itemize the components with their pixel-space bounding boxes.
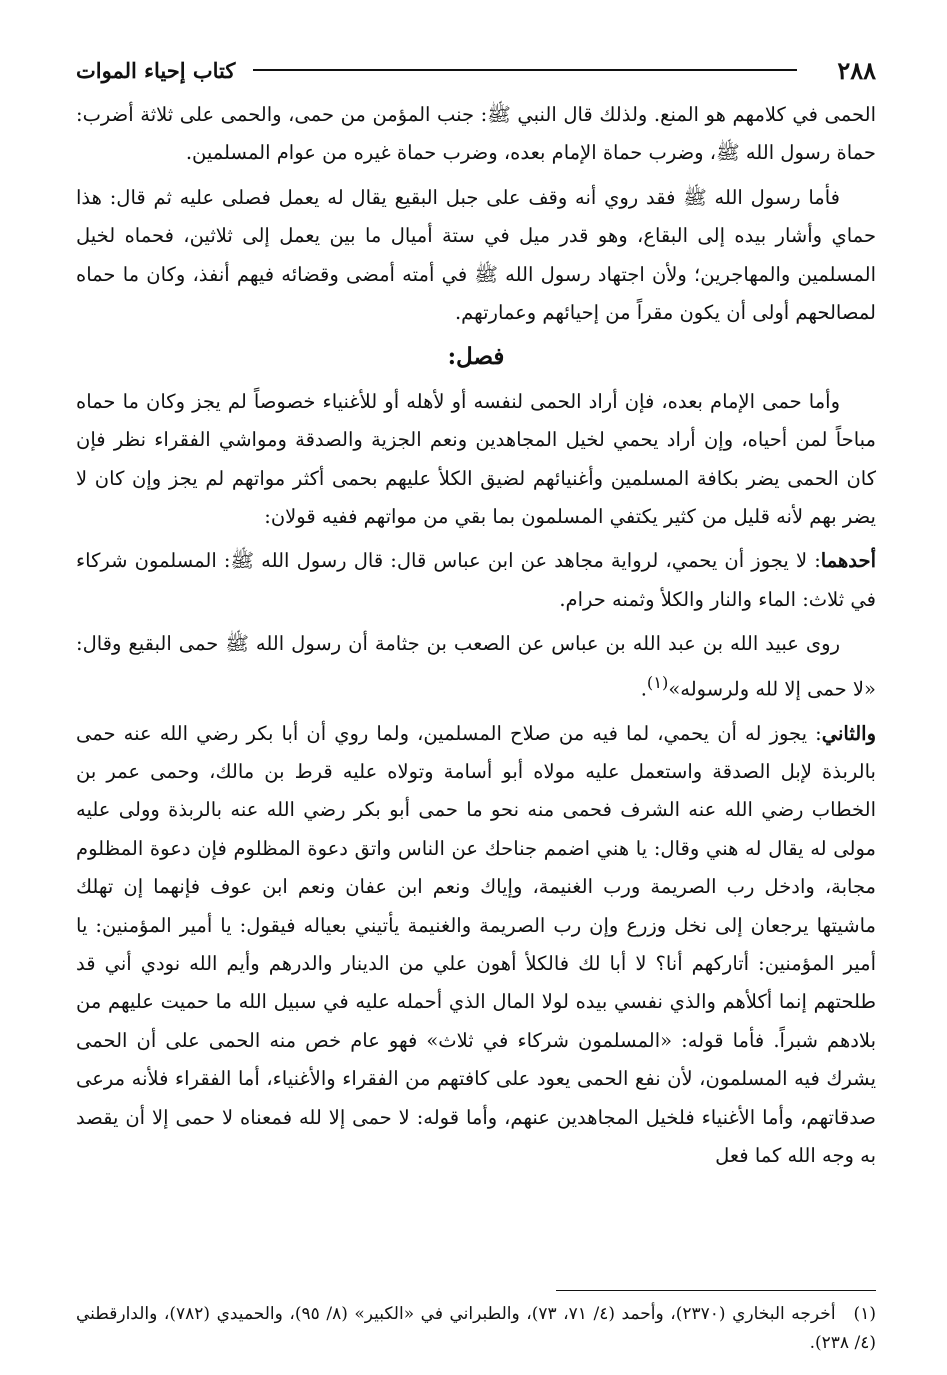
page-header [76, 50, 876, 90]
paragraph-4 [76, 542, 876, 619]
paragraph-4-lead: أحدهما [820, 549, 876, 573]
paragraph-2: فأما رسول الله ﷺ فقد روي أنه وقف على جبل البقيع يقال له يعمل فصلى عليه ثم قال: هذا حماي وأشار بيده إلى البقاع، وهو قدر ميل في ستة أميال ما بين يعمل إلى ثلاثين، فحماه لخيل المسلمين والمهاجرين؛ ولأن اجتهاد رسول الله ﷺ في أمته أمضى وقضائه فيهم أنفذ، وكان ما حماه لمصالحهم أولى أن يكون مقراً من إحيائهم وعمارتهم. [76, 185, 876, 325]
book-page [76, 40, 876, 1353]
section-heading: فصل: [447, 343, 505, 371]
header-rule [253, 69, 797, 71]
paragraph-5-end: . [640, 677, 647, 701]
paragraph-5-text: روى عبيد الله بن عبد الله بن عباس عن الصعب بن جثامة أن رسول الله ﷺ حمى البقيع وقال: «لا حمى إلا لله ولرسوله» [76, 632, 876, 701]
footnote-rule [556, 1290, 876, 1291]
footnote-1-text: أخرجه البخاري (٢٣٧٠)، وأحمد (٤/ ٧١، ٧٣)، والطبراني في «الكبير» (٨/ ٩٥)، والحميدي (٧٨٢)، والدارقطني (٤/ ٢٣٨). [76, 1304, 876, 1353]
paragraph-3: وأما حمى الإمام بعده، فإن أراد الحمى لنفسه أو لأهله أو للأغنياء خصوصاً لم يجز وكان ما حماه مباحاً لمن أحياه، وإن أراد يحمي لخيل المجاهدين ونعم الجزية والصدقة ومواشي الفقراء نظر فإن كان الحمى يضر بكافة المسلمين وأغنيائهم لضيق الكلأ عليهم بحمى أكثر مواتهم لم يجز وإن كان لا يضر بهم لأنه قليل من كثير يكتفي المسلمون بما بقي من مواتهم ففيه قولان: [76, 389, 876, 529]
page-number: ٢٨٨ [837, 55, 876, 85]
footnote-ref-1[interactable]: (١) [646, 672, 669, 692]
main-text [76, 96, 876, 1181]
paragraph-1: الحمى في كلامهم هو المنع. ولذلك قال النبي ﷺ: جنب المؤمن من حمى، والحمى على ثلاثة أضرب: حماة رسول الله ﷺ، وضرب حماة الإمام بعده، وضرب حماة غيره من عوام المسلمين. [76, 103, 876, 165]
running-title: كتاب إحياء الموات [76, 57, 236, 83]
footnote-1-number: (١) [853, 1304, 876, 1324]
paragraph-6 [76, 715, 876, 1176]
paragraph-6-text: : يجوز له أن يحمي، لما فيه من صلاح المسلمين، ولما روي أن أبا بكر رضي الله عنه حمى بالربذة لإبل الصدقة واستعمل عليه مولاه أبو أسامة وتولاه عليه قرط بن مالك، وحمى عمر بن الخطاب رضي الله عنه الشرف فحمى منه نحو ما حمى أبو بكر رضي الله عنه بالربذة وولى عليه مولى له يقال له هني وقال: يا هني اضمم جناحك عن الناس واتق دعوة المظلوم فإن دعوة المظلوم مجابة، وادخل رب الصريمة ورب الغنيمة، وإياك ونعم ابن عفان ونعم ابن عوف فإنهما إن تهلك ماشيتها يرجعان إلى نخل وزرع وإن رب الصريمة والغنيمة يأتيني بعياله فيقول: يا أمير المؤمنين: يا أمير المؤمنين: أتاركهم أنا؟ لا أبا لك فالكلأ أهون علي من الدينار والدرهم وأيم الله نودي أني قد طلحتهم إنما أكلأهم والذي نفسي بيده لولا المال الذي أحمله عليه في سبيل الله ما حميت عليهم من بلادهم شبراً. فأما قوله: «المسلمون شركاء في ثلاث» فهو عام خص منه الحمى على أن الحمى يشرك فيه المسلمون، لأن نفع الحمى يعود على كافتهم من الفقراء والأغنياء، أما الفقراء فلأنه مرعى صدقاتهم، وأما الأغنياء فلخيل المجاهدين عنهم، وأما قوله: لا حمى إلا لله فمعناه لا حمى إلا أن يقصد به وجه الله كما فعل [76, 721, 876, 1168]
footnote-1 [76, 1300, 876, 1358]
footnotes [76, 1300, 876, 1358]
paragraph-4-text: : لا يجوز أن يحمي، لرواية مجاهد عن ابن عباس قال: قال رسول الله ﷺ: المسلمون شركاء في ثلاث: الماء والنار والكلأ وثمنه حرام. [76, 549, 876, 611]
paragraph-5 [76, 625, 876, 708]
paragraph-6-lead: والثاني [821, 721, 876, 745]
